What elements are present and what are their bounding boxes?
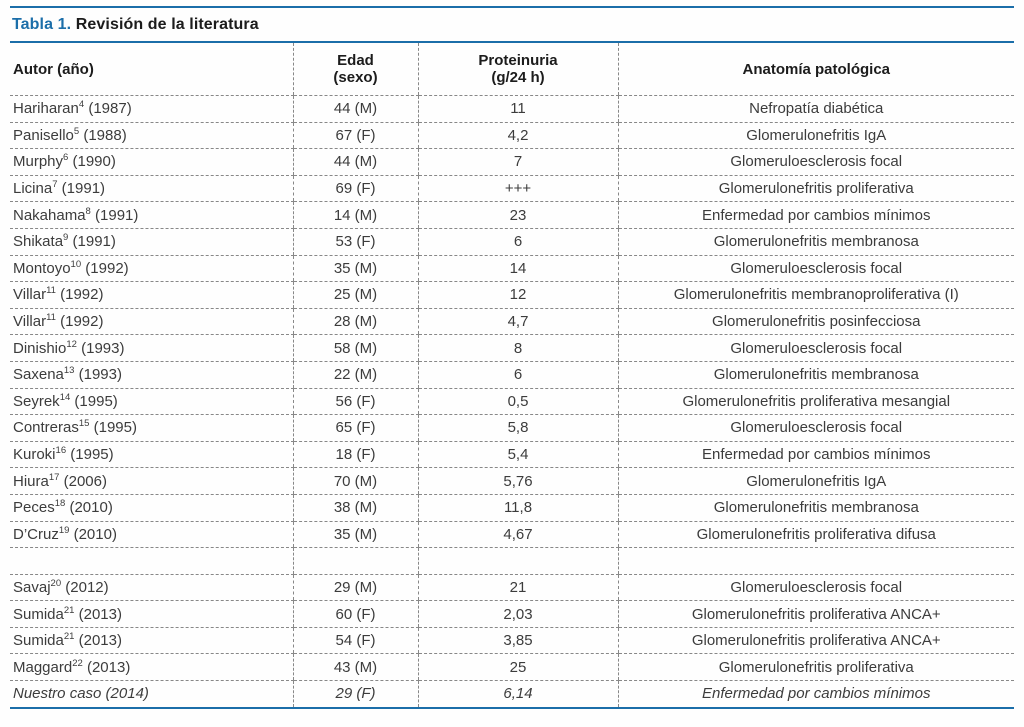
cell-author-year: Maggard$^{22}$ (2013) <box>10 654 293 681</box>
header-proteinuria-line2: (g/24 h) <box>491 69 545 86</box>
header-autor-label: Autor (año) <box>13 60 94 78</box>
cell-age-sex: 38 (M) <box>293 494 418 521</box>
cell-proteinuria: 4,7 <box>418 308 618 335</box>
cell-age-sex: 54 (F) <box>293 627 418 654</box>
reference-superscript: 17 <box>48 471 60 483</box>
cell-age-sex <box>293 548 418 575</box>
cell-author-year: Murphy$^6$ (1990) <box>10 149 293 176</box>
cell-author-year <box>10 548 293 575</box>
reference-superscript: 22 <box>72 657 83 669</box>
header-proteinuria-line1: Proteinuria <box>478 52 558 69</box>
cell-age-sex: 44 (M) <box>293 96 418 123</box>
cell-pathology: Glomerulonefritis membranoproliferativa (I) <box>618 282 1014 309</box>
cell-pathology: Glomeruloesclerosis focal <box>618 574 1014 601</box>
cell-proteinuria: 3,85 <box>418 627 618 654</box>
reference-superscript: 10 <box>70 258 82 270</box>
reference-superscript: 7 <box>52 179 58 191</box>
cell-pathology: Glomeruloesclerosis focal <box>618 335 1014 362</box>
cell-pathology: Glomerulonefritis proliferativa ANCA+ <box>618 601 1014 628</box>
cell-pathology: Enfermedad por cambios mínimos <box>618 202 1014 229</box>
table-row <box>10 122 1014 149</box>
table-row-blank <box>10 548 1014 575</box>
reference-superscript: 11 <box>46 285 56 297</box>
table-row <box>10 175 1014 202</box>
table-content <box>10 6 1014 709</box>
cell-author-year: Hariharan$^4$ (1987) <box>10 96 293 123</box>
cell-age-sex: 56 (F) <box>293 388 418 415</box>
cell-author-year: Licina$^7$ (1991) <box>10 175 293 202</box>
header-anatomia <box>618 43 1014 96</box>
table-row <box>10 415 1014 442</box>
table-row <box>10 335 1014 362</box>
cell-pathology: Glomerulonefritis IgA <box>618 122 1014 149</box>
table-body <box>10 96 1014 707</box>
table-row <box>10 521 1014 548</box>
cell-author-year: Nakahama$^8$ (1991) <box>10 202 293 229</box>
table-title-text: Revisión de la literatura <box>71 16 259 33</box>
reference-superscript: 18 <box>54 498 66 510</box>
cell-proteinuria: 11 <box>418 96 618 123</box>
cell-age-sex: 18 (F) <box>293 441 418 468</box>
reference-superscript: 19 <box>58 524 70 536</box>
reference-superscript: 11 <box>46 312 56 324</box>
cell-pathology: Glomerulonefritis proliferativa ANCA+ <box>618 627 1014 654</box>
cell-author-year: Villar$^{11}$ (1992) <box>10 282 293 309</box>
cell-age-sex: 35 (M) <box>293 255 418 282</box>
table-row <box>10 308 1014 335</box>
cell-proteinuria: 2,03 <box>418 601 618 628</box>
cell-age-sex: 70 (M) <box>293 468 418 495</box>
cell-proteinuria: +++ <box>418 175 618 202</box>
table-row <box>10 388 1014 415</box>
cell-proteinuria: 7 <box>418 149 618 176</box>
cell-age-sex: 58 (M) <box>293 335 418 362</box>
reference-superscript: 20 <box>50 577 62 589</box>
cell-age-sex: 25 (M) <box>293 282 418 309</box>
cell-proteinuria: 21 <box>418 574 618 601</box>
cell-pathology: Enfermedad por cambios mínimos <box>618 681 1014 707</box>
cell-pathology <box>618 548 1014 575</box>
table-row <box>10 574 1014 601</box>
cell-proteinuria: 14 <box>418 255 618 282</box>
reference-superscript: 6 <box>63 152 69 164</box>
cell-author-year: D’Cruz$^{19}$ (2010) <box>10 521 293 548</box>
table-row <box>10 255 1014 282</box>
cell-author-year: Panisello$^5$ (1988) <box>10 122 293 149</box>
header-edad-line1: Edad <box>337 52 374 69</box>
table-title <box>10 8 1014 41</box>
table-header <box>10 43 1014 96</box>
cell-age-sex: 67 (F) <box>293 122 418 149</box>
cell-proteinuria: 25 <box>418 654 618 681</box>
cell-proteinuria: 6 <box>418 361 618 388</box>
table-row <box>10 202 1014 229</box>
table-row <box>10 282 1014 309</box>
cell-pathology: Nefropatía diabética <box>618 96 1014 123</box>
cell-age-sex: 44 (M) <box>293 149 418 176</box>
cell-proteinuria <box>418 548 618 575</box>
literature-review-table <box>10 43 1014 707</box>
reference-superscript: 12 <box>66 338 77 350</box>
cell-proteinuria: 5,76 <box>418 468 618 495</box>
cell-proteinuria: 4,67 <box>418 521 618 548</box>
cell-pathology: Glomerulonefritis proliferativa mesangial <box>618 388 1014 415</box>
table-number-label: Tabla 1. <box>12 16 72 33</box>
header-autor <box>10 43 293 96</box>
cell-proteinuria: 0,5 <box>418 388 618 415</box>
cell-author-year: Nuestro caso (2014) <box>13 685 149 703</box>
reference-superscript: 13 <box>63 365 75 377</box>
cell-author-year: Seyrek$^{14}$ (1995) <box>10 388 293 415</box>
cell-pathology: Glomeruloesclerosis focal <box>618 149 1014 176</box>
cell-author-year: Peces$^{18}$ (2010) <box>10 494 293 521</box>
reference-superscript: 14 <box>59 391 71 403</box>
cell-author-year: Savaj$^{20}$ (2012) <box>10 574 293 601</box>
cell-age-sex: 22 (M) <box>293 361 418 388</box>
cell-author-year: Shikata$^9$ (1991) <box>10 228 293 255</box>
table-row <box>10 361 1014 388</box>
table-row <box>10 654 1014 681</box>
reference-superscript: 9 <box>63 232 69 244</box>
cell-pathology: Glomerulonefritis membranosa <box>618 494 1014 521</box>
cell-pathology: Glomeruloesclerosis focal <box>618 415 1014 442</box>
reference-superscript: 21 <box>63 604 75 616</box>
cell-author-year: Saxena$^{13}$ (1993) <box>10 361 293 388</box>
cell-pathology: Glomerulonefritis IgA <box>618 468 1014 495</box>
cell-age-sex: 69 (F) <box>293 175 418 202</box>
bottom-rule <box>10 707 1014 709</box>
cell-pathology: Glomerulonefritis proliferativa difusa <box>618 521 1014 548</box>
table-row <box>10 228 1014 255</box>
cell-age-sex: 29 (F) <box>293 681 418 707</box>
table-row <box>10 149 1014 176</box>
cell-author-year: Sumida$^{21}$ (2013) <box>10 627 293 654</box>
cell-author-year: Montoyo$^{10}$ (1992) <box>10 255 293 282</box>
cell-proteinuria: 6,14 <box>418 681 618 707</box>
reference-superscript: 15 <box>78 418 90 430</box>
cell-pathology: Glomerulonefritis posinfecciosa <box>618 308 1014 335</box>
cell-age-sex: 43 (M) <box>293 654 418 681</box>
cell-author-year: Sumida$^{21}$ (2013) <box>10 601 293 628</box>
cell-age-sex: 28 (M) <box>293 308 418 335</box>
cell-proteinuria: 8 <box>418 335 618 362</box>
table-row <box>10 494 1014 521</box>
cell-proteinuria: 12 <box>418 282 618 309</box>
header-anatomia-label: Anatomía patológica <box>742 60 891 78</box>
cell-author-year: Hiura$^{17}$ (2006) <box>10 468 293 495</box>
cell-proteinuria: 4,2 <box>418 122 618 149</box>
cell-author-year: Kuroki$^{16}$ (1995) <box>10 441 293 468</box>
cell-pathology: Glomerulonefritis proliferativa <box>618 654 1014 681</box>
cell-pathology: Glomeruloesclerosis focal <box>618 255 1014 282</box>
table-row <box>10 601 1014 628</box>
cell-pathology: Glomerulonefritis proliferativa <box>618 175 1014 202</box>
cell-age-sex: 35 (M) <box>293 521 418 548</box>
cell-age-sex: 65 (F) <box>293 415 418 442</box>
reference-superscript: 5 <box>73 125 80 137</box>
table-row <box>10 441 1014 468</box>
cell-proteinuria: 5,4 <box>418 441 618 468</box>
header-proteinuria <box>418 43 618 96</box>
cell-author-year: Villar$^{11}$ (1992) <box>10 308 293 335</box>
reference-superscript: 4 <box>78 99 85 111</box>
header-edad <box>293 43 418 96</box>
cell-pathology: Glomerulonefritis membranosa <box>618 361 1014 388</box>
cell-age-sex: 29 (M) <box>293 574 418 601</box>
reference-superscript: 21 <box>63 631 75 643</box>
cell-author-year: Dinishio$^{12}$ (1993) <box>10 335 293 362</box>
header-row <box>10 43 1014 96</box>
cell-age-sex: 53 (F) <box>293 228 418 255</box>
cell-age-sex: 14 (M) <box>293 202 418 229</box>
cell-proteinuria: 11,8 <box>418 494 618 521</box>
cell-pathology: Glomerulonefritis membranosa <box>618 228 1014 255</box>
table-row <box>10 96 1014 123</box>
reference-superscript: 8 <box>85 205 91 217</box>
cell-age-sex: 60 (F) <box>293 601 418 628</box>
cell-proteinuria: 6 <box>418 228 618 255</box>
table-row <box>10 627 1014 654</box>
cell-pathology: Enfermedad por cambios mínimos <box>618 441 1014 468</box>
header-edad-line2: (sexo) <box>333 69 378 86</box>
cell-proteinuria: 5,8 <box>418 415 618 442</box>
table-row <box>10 468 1014 495</box>
table-row <box>10 681 1014 707</box>
cell-proteinuria: 23 <box>418 202 618 229</box>
cell-author-year: Contreras$^{15}$ (1995) <box>10 415 293 442</box>
reference-superscript: 16 <box>55 445 67 457</box>
